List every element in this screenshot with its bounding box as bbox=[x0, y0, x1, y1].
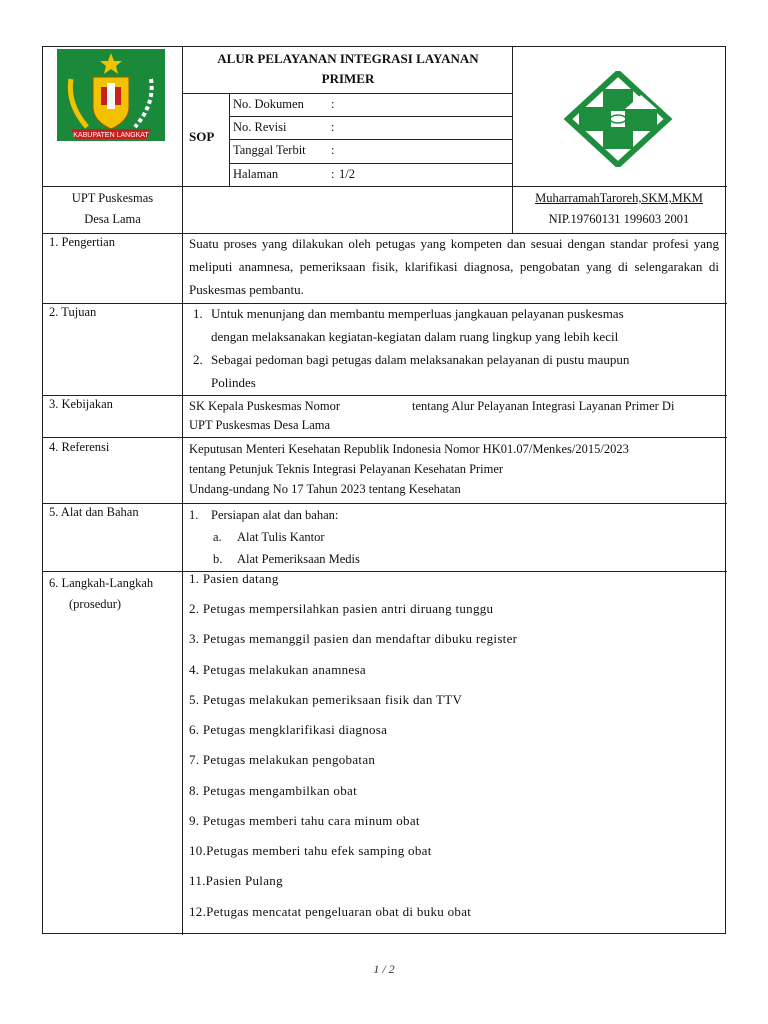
alat-item-text: Alat Pemeriksaan Medis bbox=[237, 552, 360, 566]
sop-document bbox=[42, 46, 726, 934]
referensi-line: tentang Petunjuk Teknis Integrasi Pelayanan Kesehatan Primer bbox=[189, 462, 504, 476]
kebijakan-part-2: tentang Alur Pelayanan Integrasi Layanan Primer Di bbox=[412, 399, 675, 413]
kabupaten-langkat-logo bbox=[57, 49, 165, 141]
alat-heading bbox=[189, 504, 719, 526]
doc-field-value: 1/2 bbox=[339, 167, 355, 181]
section-text-pengertian: Suatu proses yang dilakukan oleh petugas yang kompeten dan sesuai dengan standar profesi yang meliputi anamnesa, pemeriksaan fisik, klarifikasi diagnosa, pengobatan yang di selengarakan di Puskesmas pembantu. bbox=[189, 236, 719, 297]
section-divider bbox=[43, 437, 727, 438]
section-divider bbox=[43, 571, 727, 572]
doc-field-no-dokumen bbox=[229, 93, 509, 115]
unit-name-line-2: Desa Lama bbox=[84, 212, 141, 226]
doc-field-halaman bbox=[229, 163, 509, 185]
doc-field-label: No. Dokumen bbox=[233, 97, 304, 111]
doc-field-label: No. Revisi bbox=[233, 120, 287, 134]
signer-name: MuharramahTaroreh,SKM,MKM bbox=[535, 191, 703, 205]
svg-text:KABUPATEN LANGKAT: KABUPATEN LANGKAT bbox=[73, 132, 149, 139]
puskesmas-cross-icon bbox=[563, 71, 673, 167]
alat-heading-text: Persiapan alat dan bahan: bbox=[211, 508, 339, 522]
doc-field-no-revisi bbox=[229, 116, 509, 138]
sop-label: SOP bbox=[189, 129, 215, 144]
tujuan-item-line-1: Sebagai pedoman bagi petugas dalam melaksanakan pelayanan di pustu maupun bbox=[211, 352, 630, 367]
puskesmas-logo bbox=[563, 71, 673, 167]
alat-item-letter: b. bbox=[213, 552, 223, 566]
doc-field-colon: : bbox=[331, 120, 335, 134]
kebijakan-line-2: UPT Puskesmas Desa Lama bbox=[189, 418, 331, 432]
unit-name bbox=[43, 188, 182, 230]
langkah-label-line-2: (prosedur) bbox=[69, 597, 122, 611]
tujuan-item bbox=[193, 302, 721, 348]
doc-field-label: Halaman bbox=[233, 167, 279, 181]
procedure-step: 11.Pasien Pulang bbox=[189, 873, 283, 888]
procedure-step: 8. Petugas mengambilkan obat bbox=[189, 783, 357, 798]
alat-item-text: Alat Tulis Kantor bbox=[237, 530, 325, 544]
procedure-step: 7. Petugas melakukan pengobatan bbox=[189, 752, 376, 767]
tujuan-item-number: 1. bbox=[193, 306, 203, 321]
langkat-emblem-icon bbox=[57, 49, 165, 141]
signer-block bbox=[512, 188, 726, 230]
procedure-step: 4. Petugas melakukan anamnesa bbox=[189, 662, 366, 677]
procedure-step: 12.Petugas mencatat pengeluaran obat di buku obat bbox=[189, 904, 472, 919]
procedure-step: 9. Petugas memberi tahu cara minum obat bbox=[189, 813, 420, 828]
document-title bbox=[183, 47, 513, 89]
section-label-langkah bbox=[49, 573, 153, 615]
procedure-step: 10.Petugas memberi tahu efek samping obat bbox=[189, 843, 432, 858]
section-label-kebijakan: 3. Kebijakan bbox=[49, 397, 113, 411]
page-number: 1 / 2 bbox=[373, 962, 395, 976]
procedure-step: 6. Petugas mengklarifikasi diagnosa bbox=[189, 722, 388, 737]
tujuan-item-line-1: Untuk menunjang dan membantu memperluas jangkauan pelayanan puskesmas bbox=[211, 306, 624, 321]
procedure-step: 3. Petugas memanggil pasien dan mendaftar dibuku register bbox=[189, 631, 518, 646]
referensi-line: Keputusan Menteri Kesehatan Republik Indonesia Nomor HK01.07/Menkes/2015/2023 bbox=[189, 442, 629, 456]
alat-item bbox=[189, 526, 719, 548]
section-divider bbox=[43, 395, 727, 396]
title-line-1: ALUR PELAYANAN INTEGRASI LAYANAN bbox=[217, 51, 479, 66]
tujuan-list bbox=[193, 302, 721, 394]
alat-item-letter: a. bbox=[213, 530, 222, 544]
alat-list bbox=[189, 504, 719, 570]
referensi-line: Undang-undang No 17 Tahun 2023 tentang Kesehatan bbox=[189, 482, 461, 496]
alat-heading-number: 1. bbox=[189, 508, 199, 522]
tujuan-item-line-2: Polindes bbox=[211, 375, 256, 390]
header-bottom-line bbox=[43, 186, 727, 187]
section-label-referensi: 4. Referensi bbox=[49, 440, 110, 454]
tujuan-item bbox=[193, 348, 721, 394]
doc-field-colon: : bbox=[331, 167, 335, 181]
doc-field-colon: : bbox=[331, 143, 335, 157]
procedure-step: 2. Petugas mempersilahkan pasien antri diruang tunggu bbox=[189, 601, 494, 616]
doc-field-label: Tanggal Terbit bbox=[233, 143, 306, 157]
tujuan-item-line-2: dengan melaksanakan kegiatan-kegiatan dalam ruang lingkup yang lebih kecil bbox=[211, 329, 619, 344]
section-label-alat-bahan: 5. Alat dan Bahan bbox=[49, 505, 139, 519]
section-label-pengertian: 1. Pengertian bbox=[49, 235, 115, 249]
alat-item bbox=[189, 548, 719, 570]
procedure-step: 5. Petugas melakukan pemeriksaan fisik dan TTV bbox=[189, 692, 463, 707]
doc-field-tanggal-terbit bbox=[229, 139, 509, 161]
procedure-step: 1. Pasien datang bbox=[189, 571, 279, 586]
tujuan-item-number: 2. bbox=[193, 352, 203, 367]
title-line-2: PRIMER bbox=[321, 71, 375, 86]
langkah-label-line-1: 6. Langkah-Langkah bbox=[49, 576, 154, 590]
signer-nip: NIP.19760131 199603 2001 bbox=[548, 212, 690, 226]
section-label-tujuan: 2. Tujuan bbox=[49, 305, 97, 319]
doc-field-colon: : bbox=[331, 97, 335, 111]
left-column-line bbox=[182, 47, 183, 935]
referensi-lines bbox=[189, 439, 629, 499]
kebijakan-part-1: SK Kepala Puskesmas Nomor bbox=[189, 399, 341, 413]
unit-name-line-1: UPT Puskesmas bbox=[71, 191, 154, 205]
